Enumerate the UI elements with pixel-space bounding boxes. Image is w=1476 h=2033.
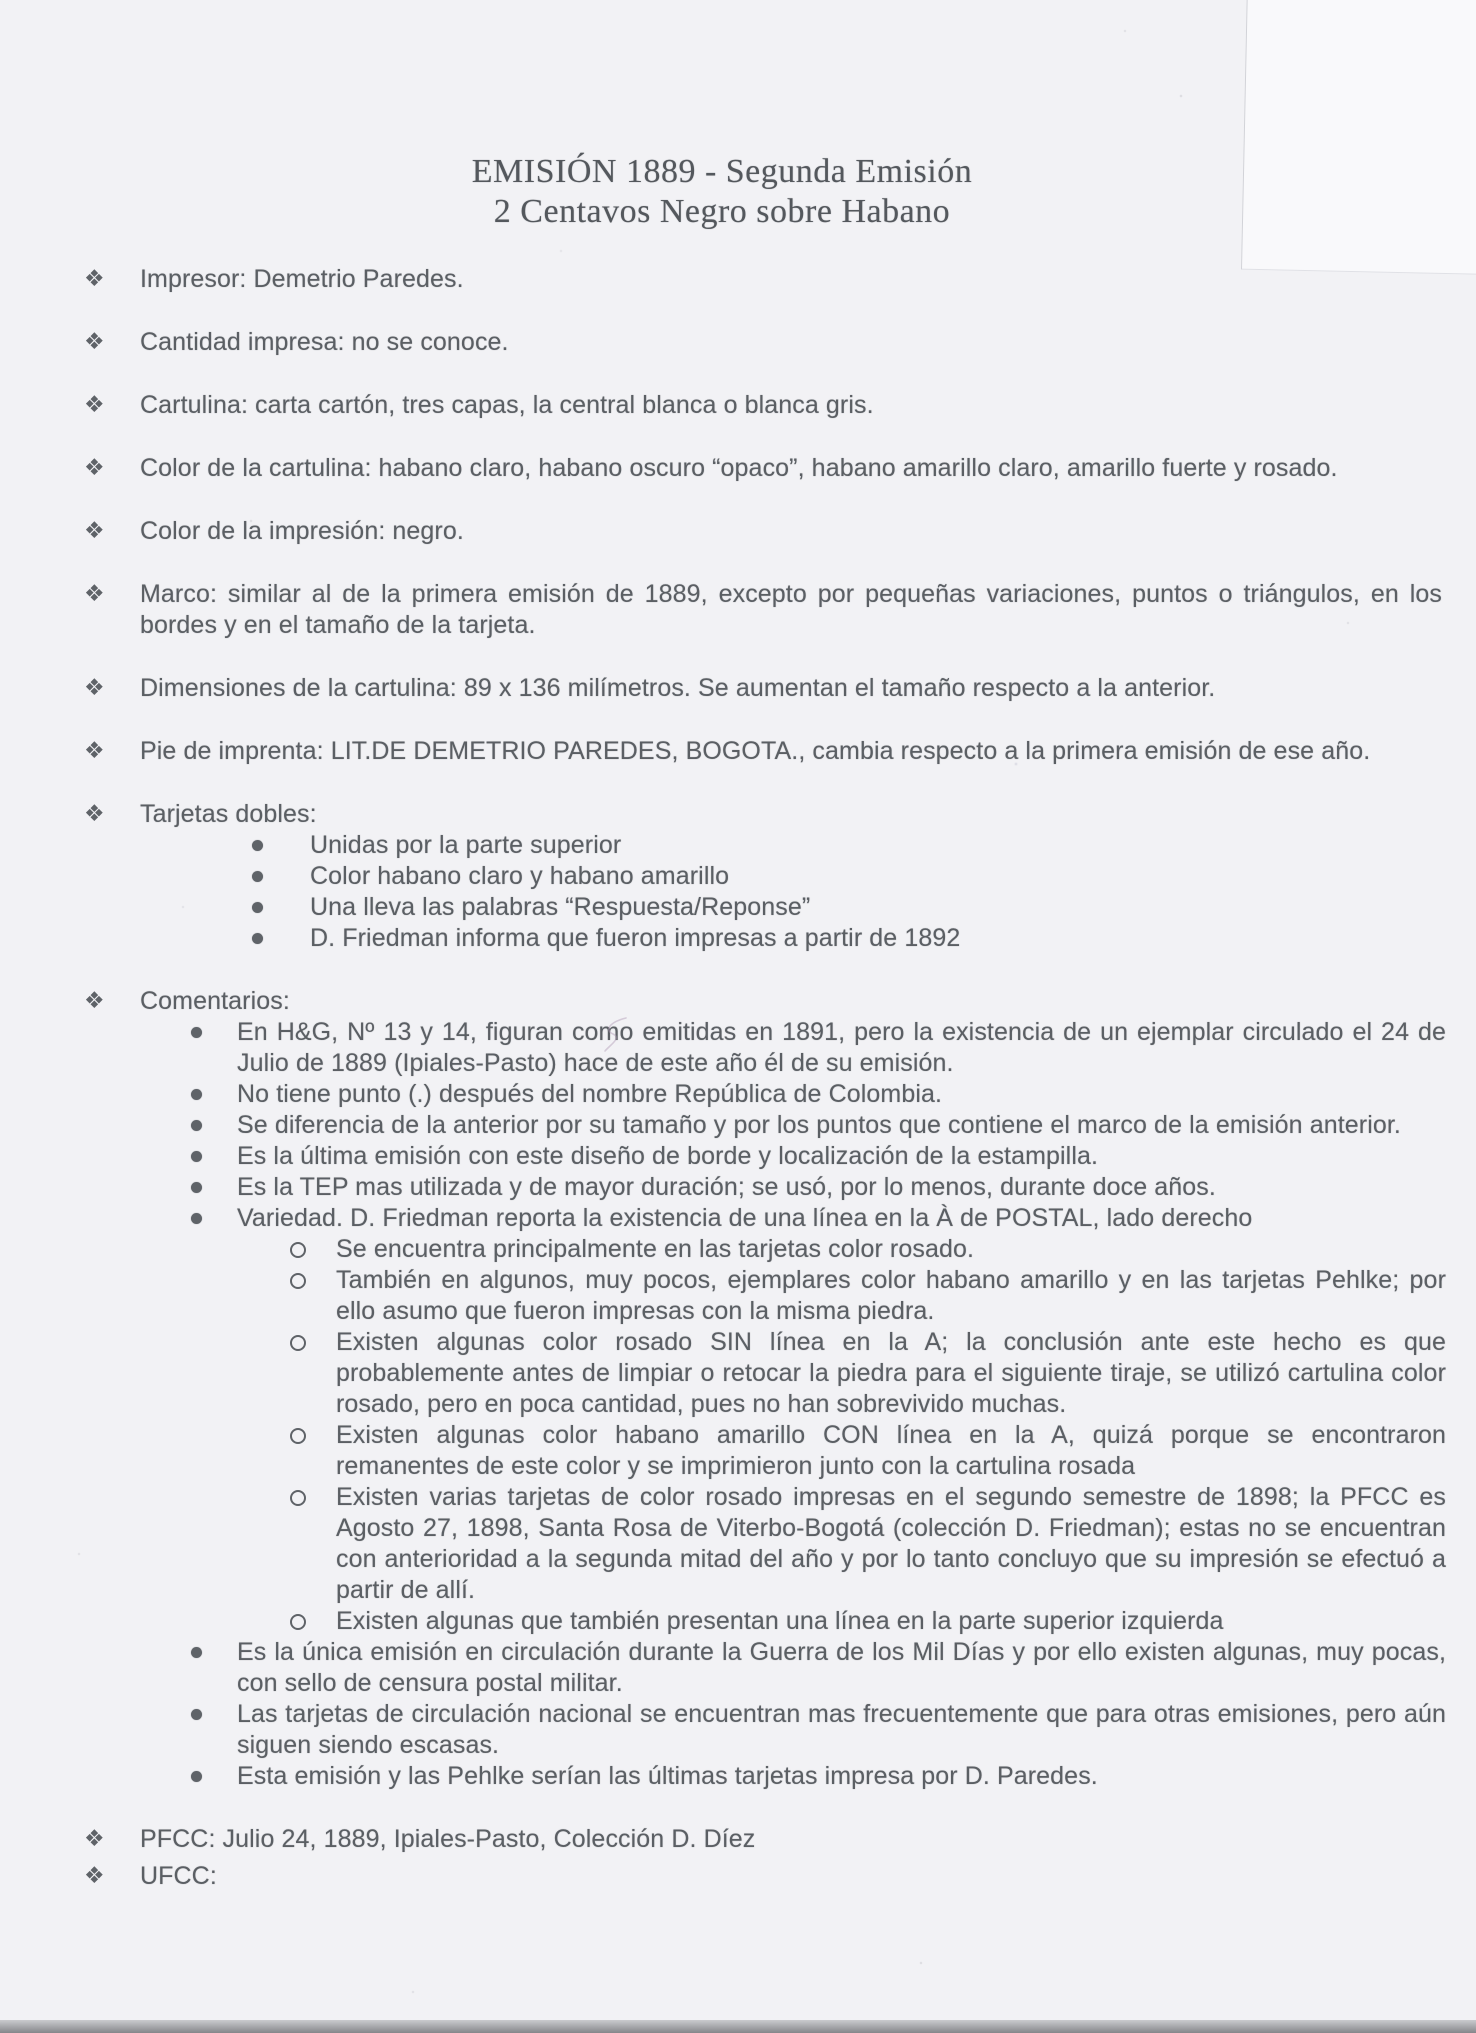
list-item — [0, 1637, 1476, 1699]
list-item-text: Se diferencia de la anterior por su tamaño y por los puntos que contiene el marco de la emisión anterior. — [237, 1111, 1401, 1139]
list-item-text: Existen algunas que también presentan una línea en la parte superior izquierda — [336, 1607, 1224, 1635]
list-item-text: Existen algunas color habano amarillo CON línea en la A, quizá porque se encontraron remanentes de este color y se imprimieron junto con la cartulina rosada — [336, 1421, 1446, 1480]
list-item — [0, 327, 1476, 358]
diamond-bullet-icon: ❖ — [84, 581, 105, 607]
list-item-text: Es la única emisión en circulación durante la Guerra de los Mil Días y por ello existen algunas, muy pocas, con sello de censura postal militar. — [237, 1638, 1446, 1697]
diamond-bullet-icon: ❖ — [84, 266, 105, 292]
list-item-text: Tarjetas dobles: — [140, 800, 317, 828]
list-item — [0, 1824, 1476, 1855]
list-item-text: No tiene punto (.) después del nombre República de Colombia. — [237, 1080, 943, 1108]
dot-bullet-icon — [252, 902, 263, 913]
list-item — [0, 1265, 1476, 1327]
list-item-text: D. Friedman informa que fueron impresas a partir de 1892 — [310, 924, 961, 952]
list-item-text: Color de la cartulina: habano claro, habano oscuro “opaco”, habano amarillo claro, amarillo fuerte y rosado. — [140, 454, 1338, 482]
list-item-text: Es la última emisión con este diseño de borde y localización de la estampilla. — [237, 1142, 1099, 1170]
dot-bullet-icon — [252, 840, 263, 851]
list-item-text: Color de la impresión: negro. — [140, 517, 464, 545]
list-item-text: Comentarios: — [140, 987, 290, 1015]
list-item-text: En H&G, Nº 13 y 14, figuran como emitidas en 1891, pero la existencia de un ejemplar circulado el 24 de Julio de 1889 (Ipiales-Pasto) hace de este año él de su emisión. — [237, 1018, 1446, 1077]
circle-bullet-icon — [290, 1273, 306, 1289]
diamond-bullet-icon: ❖ — [84, 801, 105, 827]
diamond-bullet-icon: ❖ — [84, 392, 105, 418]
document-body-list — [0, 264, 1476, 1892]
dot-bullet-icon — [191, 1647, 202, 1658]
list-item — [0, 1327, 1476, 1420]
list-item-text: Existen varias tarjetas de color rosado impresas en el segundo semestre de 1898; la PFCC es Agosto 27, 1898, Santa Rosa de Viterbo-Bogotá (colección D. Friedman); estas no se encuentran con anterioridad a la segunda mitad del año y por lo tanto concluyo que su impresión se efectuó a partir de allí. — [336, 1483, 1446, 1604]
list-item — [0, 1420, 1476, 1482]
dot-bullet-icon — [191, 1120, 202, 1131]
list-item-text: PFCC: Julio 24, 1889, Ipiales-Pasto, Colección D. Díez — [140, 1825, 756, 1853]
list-item-text: Una lleva las palabras “Respuesta/Reponse” — [310, 893, 811, 921]
dot-bullet-icon — [191, 1709, 202, 1720]
diamond-bullet-icon: ❖ — [84, 1863, 105, 1889]
list-item — [0, 1017, 1476, 1079]
list-item-text: Unidas por la parte superior — [310, 831, 622, 859]
list-item-text: Las tarjetas de circulación nacional se encuentran mas frecuentemente que para otras emisiones, pero aún siguen siendo escasas. — [237, 1700, 1446, 1759]
list-item — [0, 1203, 1476, 1234]
dot-bullet-icon — [252, 871, 263, 882]
list-item-text: Dimensiones de la cartulina: 89 x 136 milímetros. Se aumentan el tamaño respecto a la anterior. — [140, 674, 1216, 702]
list-item-text: También en algunos, muy pocos, ejemplares color habano amarillo y en las tarjetas Pehlke; por ello asumo que fueron impresas con la misma piedra. — [336, 1266, 1446, 1325]
dot-bullet-icon — [191, 1771, 202, 1782]
scanner-edge-strip — [0, 2020, 1476, 2033]
list-item — [0, 1110, 1476, 1141]
circle-bullet-icon — [290, 1490, 306, 1506]
diamond-bullet-icon: ❖ — [84, 518, 105, 544]
list-item-text: Variedad. D. Friedman reporta la existencia de una línea en la À de POSTAL, lado derecho — [237, 1204, 1253, 1232]
list-item-text: Impresor: Demetrio Paredes. — [140, 265, 464, 293]
diamond-bullet-icon: ❖ — [84, 1826, 105, 1852]
list-item — [0, 673, 1476, 704]
list-item — [0, 1141, 1476, 1172]
list-item — [0, 264, 1476, 295]
list-item — [0, 579, 1476, 641]
circle-bullet-icon — [290, 1428, 306, 1444]
diamond-bullet-icon: ❖ — [84, 738, 105, 764]
list-item — [0, 453, 1476, 484]
dot-bullet-icon — [191, 1027, 202, 1038]
circle-bullet-icon — [290, 1614, 306, 1630]
dot-bullet-icon — [252, 933, 263, 944]
list-item — [0, 1861, 1476, 1892]
document-title — [0, 0, 1460, 232]
list-item-text: Color habano claro y habano amarillo — [310, 862, 730, 890]
list-item-text: Cartulina: carta cartón, tres capas, la central blanca o blanca gris. — [140, 391, 874, 419]
diamond-bullet-icon: ❖ — [84, 988, 105, 1014]
list-item — [0, 516, 1476, 547]
list-item — [0, 830, 1476, 861]
dot-bullet-icon — [191, 1213, 202, 1224]
list-item-text: Se encuentra principalmente en las tarjetas color rosado. — [336, 1235, 974, 1263]
list-item-text: Marco: similar al de la primera emisión de 1889, excepto por pequeñas variaciones, puntos o triángulos, en los bordes y en el tamaño de la tarjeta. — [140, 580, 1442, 639]
list-item-text: Cantidad impresa: no se conoce. — [140, 328, 509, 356]
pencil-mark-artifact — [598, 1016, 638, 1054]
list-item-text: Esta emisión y las Pehlke serían las últimas tarjetas impresa por D. Paredes. — [237, 1762, 1098, 1790]
list-item-text: UFCC: — [140, 1862, 217, 1890]
document-title-line1: EMISIÓN 1889 - Segunda Emisión — [471, 153, 973, 190]
list-item-text: Existen algunas color rosado SIN línea en la A; la conclusión ante este hecho es que probablemente antes de limpiar o retocar la piedra para el siguiente tiraje, se utilizó cartulina color rosado, pero en poca cantidad, pues no han sobrevivido muchas. — [336, 1328, 1446, 1418]
list-item — [0, 1699, 1476, 1761]
list-item-text: Pie de imprenta: LIT.DE DEMETRIO PAREDES, BOGOTA., cambia respecto a la primera emisión de ese año. — [140, 737, 1371, 765]
list-item — [0, 1482, 1476, 1606]
document-title-line2: 2 Centavos Negro sobre Habano — [493, 193, 951, 230]
list-item — [0, 1234, 1476, 1265]
diamond-bullet-icon: ❖ — [84, 455, 105, 481]
list-item — [0, 1079, 1476, 1110]
dot-bullet-icon — [191, 1089, 202, 1100]
circle-bullet-icon — [290, 1335, 306, 1351]
list-item — [0, 986, 1476, 1017]
dot-bullet-icon — [191, 1182, 202, 1193]
list-item — [0, 1606, 1476, 1637]
list-item — [0, 923, 1476, 954]
diamond-bullet-icon: ❖ — [84, 675, 105, 701]
list-item — [0, 1761, 1476, 1792]
dot-bullet-icon — [191, 1151, 202, 1162]
circle-bullet-icon — [290, 1242, 306, 1258]
list-item — [0, 799, 1476, 830]
list-item — [0, 892, 1476, 923]
diamond-bullet-icon: ❖ — [84, 329, 105, 355]
list-item — [0, 390, 1476, 421]
list-item — [0, 861, 1476, 892]
list-item — [0, 1172, 1476, 1203]
list-item — [0, 736, 1476, 767]
list-item-text: Es la TEP mas utilizada y de mayor duración; se usó, por lo menos, durante doce años. — [237, 1173, 1216, 1201]
